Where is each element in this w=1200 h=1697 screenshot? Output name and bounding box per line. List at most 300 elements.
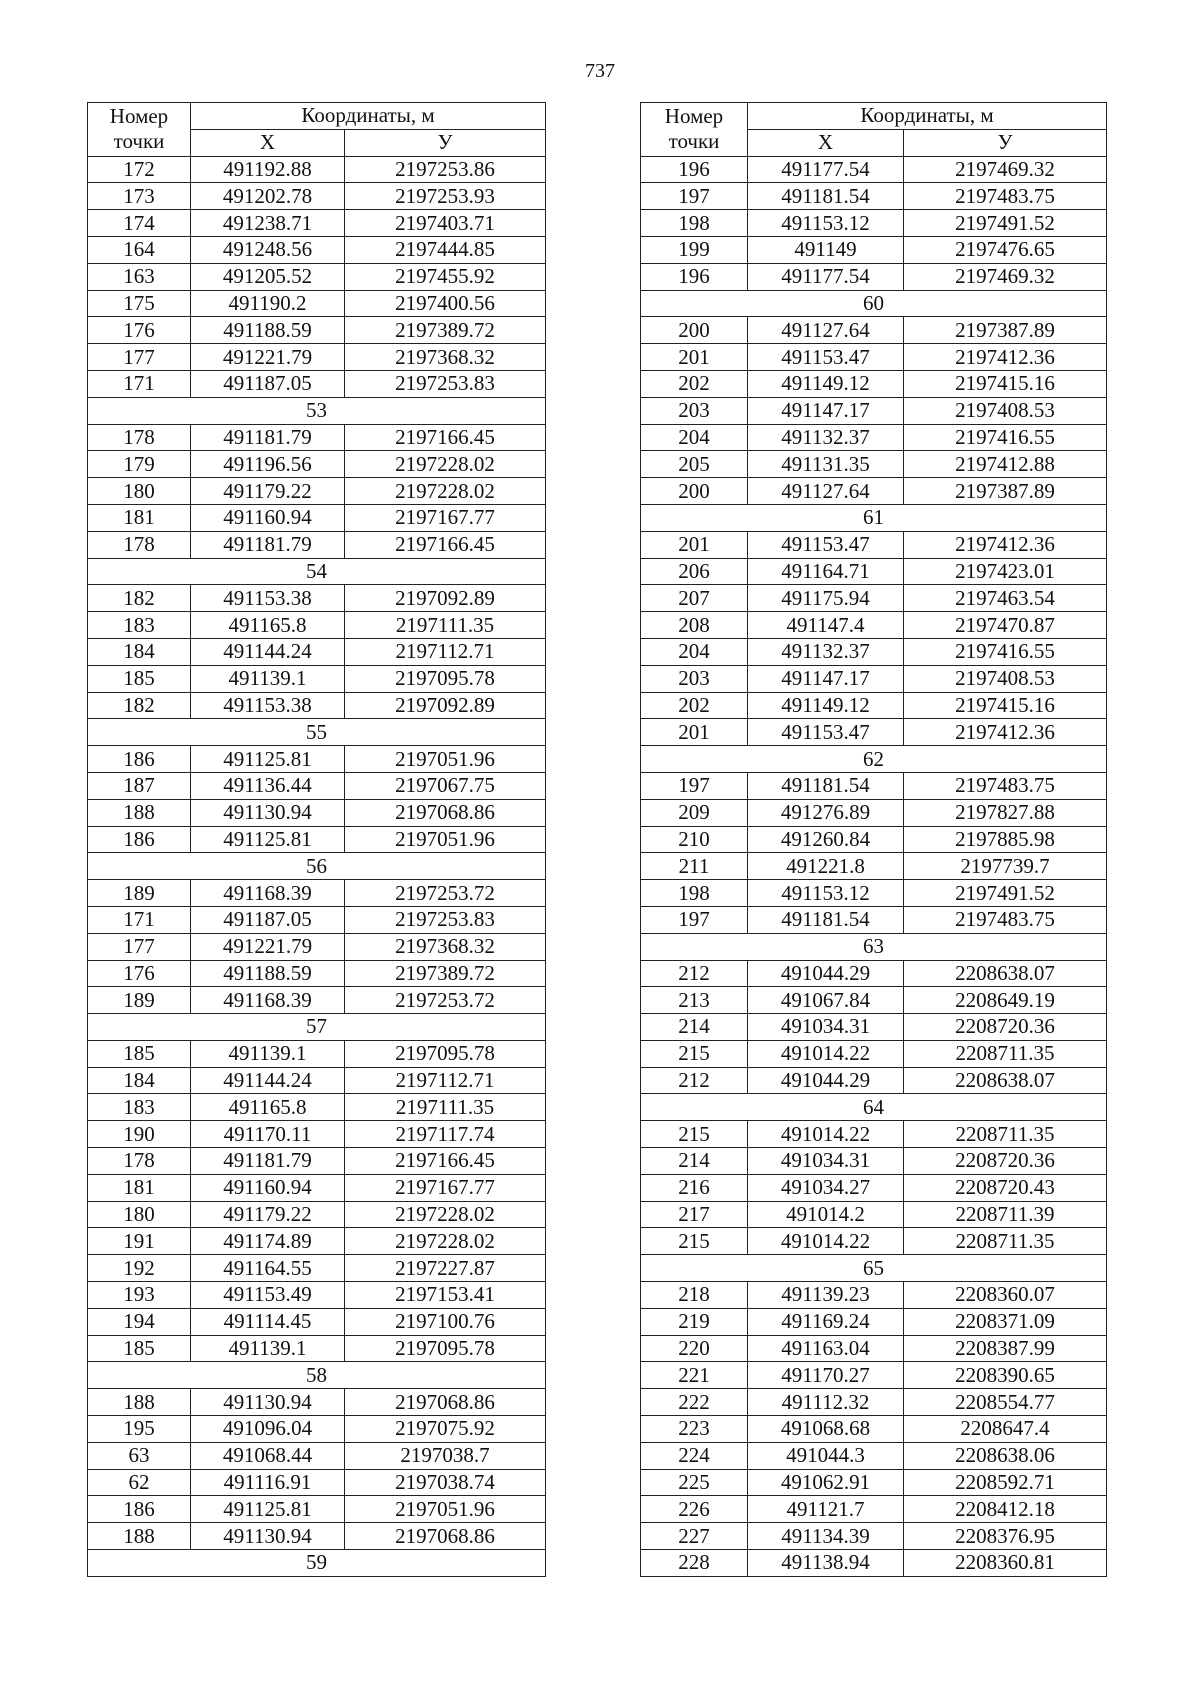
y-coordinate-cell: 2208412.18 xyxy=(904,1496,1107,1523)
y-coordinate-cell: 2208638.06 xyxy=(904,1442,1107,1469)
y-coordinate-cell: 2197075.92 xyxy=(345,1416,546,1443)
point-number-cell: 226 xyxy=(641,1496,748,1523)
parcel-number-row xyxy=(88,1014,546,1041)
parcel-number-row xyxy=(88,853,546,880)
coordinates-header: Координаты, м xyxy=(748,103,1107,130)
y-coordinate-cell: 2197483.75 xyxy=(904,183,1107,210)
point-number-cell: 198 xyxy=(641,880,748,907)
point-number-cell: 189 xyxy=(88,987,191,1014)
table-row xyxy=(641,424,1107,451)
y-coordinate-cell: 2197387.89 xyxy=(904,478,1107,505)
table-row xyxy=(641,1308,1107,1335)
parcel-number: 55 xyxy=(88,719,546,746)
table-row xyxy=(88,344,546,371)
x-coordinate-cell: 491139.1 xyxy=(191,665,345,692)
x-coordinate-cell: 491149.12 xyxy=(748,370,904,397)
table-row xyxy=(88,987,546,1014)
point-number-header-line2: точки xyxy=(668,129,720,154)
x-coordinate-cell: 491112.32 xyxy=(748,1389,904,1416)
y-coordinate-cell: 2197051.96 xyxy=(345,746,546,773)
y-coordinate-cell: 2197228.02 xyxy=(345,1228,546,1255)
point-number-cell: 215 xyxy=(641,1121,748,1148)
parcel-number-row xyxy=(641,290,1107,317)
y-coordinate-cell: 2208554.77 xyxy=(904,1389,1107,1416)
parcel-number: 65 xyxy=(641,1255,1107,1282)
y-coordinate-cell: 2197092.89 xyxy=(345,692,546,719)
y-coordinate-cell: 2197228.02 xyxy=(345,451,546,478)
parcel-number: 58 xyxy=(88,1362,546,1389)
x-coordinate-cell: 491153.12 xyxy=(748,880,904,907)
table-row xyxy=(88,1469,546,1496)
x-coordinate-cell: 491147.17 xyxy=(748,665,904,692)
x-coordinate-cell: 491044.29 xyxy=(748,1067,904,1094)
point-number-cell: 203 xyxy=(641,397,748,424)
table-row xyxy=(88,290,546,317)
point-number-cell: 194 xyxy=(88,1308,191,1335)
point-number-cell: 228 xyxy=(641,1550,748,1577)
point-number-cell: 213 xyxy=(641,987,748,1014)
x-coordinate-cell: 491044.29 xyxy=(748,960,904,987)
point-number-cell: 199 xyxy=(641,236,748,263)
y-coordinate-cell: 2197038.7 xyxy=(345,1442,546,1469)
y-coordinate-cell: 2208360.07 xyxy=(904,1282,1107,1309)
point-number-cell: 200 xyxy=(641,317,748,344)
y-coordinate-cell: 2197470.87 xyxy=(904,612,1107,639)
table-row xyxy=(641,987,1107,1014)
x-coordinate-cell: 491190.2 xyxy=(191,290,345,317)
table-row xyxy=(88,1442,546,1469)
x-coordinate-cell: 491179.22 xyxy=(191,478,345,505)
point-number-cell: 214 xyxy=(641,1148,748,1175)
parcel-number: 54 xyxy=(88,558,546,585)
x-coordinate-cell: 491131.35 xyxy=(748,451,904,478)
table-row xyxy=(641,397,1107,424)
x-coordinate-cell: 491177.54 xyxy=(748,263,904,290)
y-coordinate-cell: 2197068.86 xyxy=(345,1389,546,1416)
table-row xyxy=(88,478,546,505)
point-number-cell: 202 xyxy=(641,692,748,719)
y-coordinate-cell: 2197068.86 xyxy=(345,1523,546,1550)
x-coordinate-cell: 491134.39 xyxy=(748,1523,904,1550)
table-row xyxy=(641,317,1107,344)
point-number-cell: 223 xyxy=(641,1416,748,1443)
y-coordinate-cell: 2197228.02 xyxy=(345,478,546,505)
coordinates-header: Координаты, м xyxy=(191,103,546,130)
table-row xyxy=(88,906,546,933)
point-number-cell: 217 xyxy=(641,1201,748,1228)
x-coordinate-cell: 491160.94 xyxy=(191,1174,345,1201)
table-row xyxy=(641,558,1107,585)
table-row xyxy=(88,1201,546,1228)
table-row xyxy=(88,1282,546,1309)
x-coordinate-cell: 491044.3 xyxy=(748,1442,904,1469)
point-number-cell: 181 xyxy=(88,1174,191,1201)
y-coordinate-cell: 2197112.71 xyxy=(345,1067,546,1094)
point-number-cell: 175 xyxy=(88,290,191,317)
point-number-cell: 62 xyxy=(88,1469,191,1496)
y-coordinate-cell: 2197389.72 xyxy=(345,960,546,987)
table-row xyxy=(641,665,1107,692)
parcel-number-row xyxy=(641,1255,1107,1282)
point-number-cell: 201 xyxy=(641,719,748,746)
y-coordinate-cell: 2197368.32 xyxy=(345,344,546,371)
y-coordinate-cell: 2197167.77 xyxy=(345,1174,546,1201)
point-number-cell: 180 xyxy=(88,478,191,505)
parcel-number-row xyxy=(88,719,546,746)
y-coordinate-cell: 2197491.52 xyxy=(904,210,1107,237)
x-coordinate-cell: 491116.91 xyxy=(191,1469,345,1496)
table-row xyxy=(641,772,1107,799)
x-coordinate-cell: 491169.24 xyxy=(748,1308,904,1335)
x-coordinate-cell: 491130.94 xyxy=(191,1523,345,1550)
x-coordinate-cell: 491202.78 xyxy=(191,183,345,210)
y-coordinate-cell: 2197463.54 xyxy=(904,585,1107,612)
point-number-cell: 201 xyxy=(641,344,748,371)
point-number-cell: 185 xyxy=(88,1335,191,1362)
x-coordinate-cell: 491276.89 xyxy=(748,799,904,826)
point-number-cell: 187 xyxy=(88,772,191,799)
y-coordinate-cell: 2208711.39 xyxy=(904,1201,1107,1228)
point-number-cell: 227 xyxy=(641,1523,748,1550)
x-coordinate-cell: 491014.22 xyxy=(748,1121,904,1148)
x-coordinate-cell: 491068.68 xyxy=(748,1416,904,1443)
point-number-cell: 188 xyxy=(88,1389,191,1416)
point-number-cell: 215 xyxy=(641,1040,748,1067)
y-coordinate-cell: 2197167.77 xyxy=(345,504,546,531)
table-row xyxy=(641,344,1107,371)
table-body-left xyxy=(88,156,546,1576)
x-coordinate-cell: 491188.59 xyxy=(191,960,345,987)
x-coordinate-cell: 491138.94 xyxy=(748,1550,904,1577)
y-coordinate-cell: 2197476.65 xyxy=(904,236,1107,263)
x-coordinate-cell: 491165.8 xyxy=(191,1094,345,1121)
x-coordinate-cell: 491179.22 xyxy=(191,1201,345,1228)
point-number-cell: 225 xyxy=(641,1469,748,1496)
point-number-cell: 197 xyxy=(641,183,748,210)
y-coordinate-cell: 2197228.02 xyxy=(345,1201,546,1228)
x-coordinate-cell: 491147.4 xyxy=(748,612,904,639)
point-number-cell: 182 xyxy=(88,692,191,719)
x-coordinate-cell: 491014.2 xyxy=(748,1201,904,1228)
x-coordinate-cell: 491221.79 xyxy=(191,933,345,960)
y-coordinate-cell: 2208720.36 xyxy=(904,1014,1107,1041)
table-row xyxy=(641,1014,1107,1041)
y-coordinate-cell: 2208390.65 xyxy=(904,1362,1107,1389)
y-coordinate-cell: 2197400.56 xyxy=(345,290,546,317)
table-row xyxy=(641,960,1107,987)
table-row xyxy=(88,1523,546,1550)
y-coordinate-cell: 2197416.55 xyxy=(904,638,1107,665)
x-coordinate-cell: 491205.52 xyxy=(191,263,345,290)
point-number-cell: 210 xyxy=(641,826,748,853)
table-row xyxy=(641,156,1107,183)
table-row xyxy=(88,1335,546,1362)
point-number-cell: 185 xyxy=(88,1040,191,1067)
y-coordinate-cell: 2208720.36 xyxy=(904,1148,1107,1175)
point-number-cell: 171 xyxy=(88,370,191,397)
x-column-header: Х xyxy=(748,129,904,156)
point-number-cell: 197 xyxy=(641,906,748,933)
y-coordinate-cell: 2197166.45 xyxy=(345,531,546,558)
table-row xyxy=(641,1148,1107,1175)
x-coordinate-cell: 491068.44 xyxy=(191,1442,345,1469)
point-number-header-line1: Номер xyxy=(109,104,169,129)
table-row xyxy=(88,1255,546,1282)
y-coordinate-cell: 2197423.01 xyxy=(904,558,1107,585)
y-coordinate-cell: 2197112.71 xyxy=(345,638,546,665)
x-column-header: Х xyxy=(191,129,345,156)
x-coordinate-cell: 491238.71 xyxy=(191,210,345,237)
table-row xyxy=(641,1389,1107,1416)
y-coordinate-cell: 2197100.76 xyxy=(345,1308,546,1335)
table-row xyxy=(641,1282,1107,1309)
table-row xyxy=(88,1389,546,1416)
x-coordinate-cell: 491153.38 xyxy=(191,692,345,719)
x-coordinate-cell: 491114.45 xyxy=(191,1308,345,1335)
y-coordinate-cell: 2197068.86 xyxy=(345,799,546,826)
x-coordinate-cell: 491121.7 xyxy=(748,1496,904,1523)
x-coordinate-cell: 491260.84 xyxy=(748,826,904,853)
table-row xyxy=(88,665,546,692)
y-coordinate-cell: 2197095.78 xyxy=(345,1040,546,1067)
table-row xyxy=(641,1121,1107,1148)
x-coordinate-cell: 491144.24 xyxy=(191,1067,345,1094)
table-row xyxy=(88,370,546,397)
x-coordinate-cell: 491034.31 xyxy=(748,1148,904,1175)
point-number-header-line1: Номер xyxy=(664,104,724,129)
table-row xyxy=(88,263,546,290)
y-coordinate-cell: 2197403.71 xyxy=(345,210,546,237)
table-row xyxy=(641,1442,1107,1469)
table-row xyxy=(88,772,546,799)
y-coordinate-cell: 2197051.96 xyxy=(345,1496,546,1523)
y-column-header: У xyxy=(345,129,546,156)
table-row xyxy=(88,826,546,853)
parcel-number-row xyxy=(88,558,546,585)
x-coordinate-cell: 491034.27 xyxy=(748,1174,904,1201)
y-coordinate-cell: 2197412.36 xyxy=(904,719,1107,746)
table-row xyxy=(641,451,1107,478)
x-coordinate-cell: 491177.54 xyxy=(748,156,904,183)
parcel-number-row xyxy=(641,1094,1107,1121)
y-coordinate-cell: 2197111.35 xyxy=(345,1094,546,1121)
table-row xyxy=(88,638,546,665)
y-coordinate-cell: 2197051.96 xyxy=(345,826,546,853)
y-coordinate-cell: 2208376.95 xyxy=(904,1523,1107,1550)
x-coordinate-cell: 491181.54 xyxy=(748,772,904,799)
x-coordinate-cell: 491170.11 xyxy=(191,1121,345,1148)
table-row xyxy=(88,1308,546,1335)
point-number-cell: 176 xyxy=(88,317,191,344)
table-row xyxy=(88,1148,546,1175)
x-coordinate-cell: 491149 xyxy=(748,236,904,263)
x-coordinate-cell: 491181.54 xyxy=(748,906,904,933)
x-coordinate-cell: 491014.22 xyxy=(748,1040,904,1067)
x-coordinate-cell: 491181.79 xyxy=(191,531,345,558)
x-coordinate-cell: 491130.94 xyxy=(191,799,345,826)
x-coordinate-cell: 491168.39 xyxy=(191,987,345,1014)
point-number-cell: 214 xyxy=(641,1014,748,1041)
table-row xyxy=(641,531,1107,558)
table-row xyxy=(641,1550,1107,1577)
table-row xyxy=(641,1067,1107,1094)
y-coordinate-cell: 2197038.74 xyxy=(345,1469,546,1496)
y-coordinate-cell: 2197095.78 xyxy=(345,1335,546,1362)
table-row xyxy=(641,1523,1107,1550)
point-number-cell: 205 xyxy=(641,451,748,478)
point-number-cell: 183 xyxy=(88,612,191,639)
y-coordinate-cell: 2208647.4 xyxy=(904,1416,1107,1443)
x-coordinate-cell: 491174.89 xyxy=(191,1228,345,1255)
x-coordinate-cell: 491153.12 xyxy=(748,210,904,237)
x-coordinate-cell: 491163.04 xyxy=(748,1335,904,1362)
table-row xyxy=(641,1496,1107,1523)
point-number-cell: 219 xyxy=(641,1308,748,1335)
y-coordinate-cell: 2197092.89 xyxy=(345,585,546,612)
table-row xyxy=(641,853,1107,880)
point-number-cell: 163 xyxy=(88,263,191,290)
point-number-cell: 177 xyxy=(88,933,191,960)
x-coordinate-cell: 491127.64 xyxy=(748,478,904,505)
y-coordinate-cell: 2197412.36 xyxy=(904,344,1107,371)
point-number-cell: 212 xyxy=(641,960,748,987)
table-row xyxy=(88,210,546,237)
x-coordinate-cell: 491196.56 xyxy=(191,451,345,478)
point-number-cell: 203 xyxy=(641,665,748,692)
x-coordinate-cell: 491067.84 xyxy=(748,987,904,1014)
y-coordinate-cell: 2197483.75 xyxy=(904,906,1107,933)
table-row xyxy=(88,1094,546,1121)
point-number-cell: 179 xyxy=(88,451,191,478)
point-number-cell: 177 xyxy=(88,344,191,371)
table-row xyxy=(88,317,546,344)
y-coordinate-cell: 2197739.7 xyxy=(904,853,1107,880)
point-number-cell: 171 xyxy=(88,906,191,933)
x-coordinate-cell: 491175.94 xyxy=(748,585,904,612)
table-row xyxy=(641,1040,1107,1067)
point-number-cell: 184 xyxy=(88,1067,191,1094)
y-coordinate-cell: 2197416.55 xyxy=(904,424,1107,451)
y-coordinate-cell: 2197412.36 xyxy=(904,531,1107,558)
point-number-cell: 186 xyxy=(88,826,191,853)
y-coordinate-cell: 2197253.83 xyxy=(345,370,546,397)
point-number-cell: 192 xyxy=(88,1255,191,1282)
point-number-cell: 202 xyxy=(641,370,748,397)
x-coordinate-cell: 491139.1 xyxy=(191,1040,345,1067)
y-coordinate-cell: 2208360.81 xyxy=(904,1550,1107,1577)
y-coordinate-cell: 2208387.99 xyxy=(904,1335,1107,1362)
table-row xyxy=(641,1174,1107,1201)
x-coordinate-cell: 491153.47 xyxy=(748,344,904,371)
parcel-number: 60 xyxy=(641,290,1107,317)
table-row xyxy=(88,880,546,907)
point-number-cell: 218 xyxy=(641,1282,748,1309)
parcel-number-row xyxy=(641,504,1107,531)
y-coordinate-cell: 2197117.74 xyxy=(345,1121,546,1148)
point-number-cell: 180 xyxy=(88,1201,191,1228)
x-coordinate-cell: 491014.22 xyxy=(748,1228,904,1255)
x-coordinate-cell: 491165.8 xyxy=(191,612,345,639)
parcel-number: 56 xyxy=(88,853,546,880)
point-number-cell: 181 xyxy=(88,504,191,531)
y-coordinate-cell: 2197483.75 xyxy=(904,772,1107,799)
x-coordinate-cell: 491136.44 xyxy=(191,772,345,799)
table-row xyxy=(88,933,546,960)
table-row xyxy=(641,692,1107,719)
y-coordinate-cell: 2208371.09 xyxy=(904,1308,1107,1335)
y-coordinate-cell: 2197095.78 xyxy=(345,665,546,692)
table-row xyxy=(88,451,546,478)
x-coordinate-cell: 491153.38 xyxy=(191,585,345,612)
x-coordinate-cell: 491187.05 xyxy=(191,370,345,397)
y-coordinate-cell: 2197253.72 xyxy=(345,880,546,907)
point-number-cell: 178 xyxy=(88,1148,191,1175)
point-number-cell: 186 xyxy=(88,1496,191,1523)
x-coordinate-cell: 491125.81 xyxy=(191,826,345,853)
y-coordinate-cell: 2197166.45 xyxy=(345,424,546,451)
x-coordinate-cell: 491168.39 xyxy=(191,880,345,907)
x-coordinate-cell: 491149.12 xyxy=(748,692,904,719)
table-row xyxy=(641,183,1107,210)
x-coordinate-cell: 491153.47 xyxy=(748,531,904,558)
point-number-cell: 195 xyxy=(88,1416,191,1443)
y-coordinate-cell: 2197415.16 xyxy=(904,370,1107,397)
y-coordinate-cell: 2208711.35 xyxy=(904,1228,1107,1255)
table-row xyxy=(641,612,1107,639)
y-coordinate-cell: 2197227.87 xyxy=(345,1255,546,1282)
parcel-number-row xyxy=(641,746,1107,773)
table-row xyxy=(88,746,546,773)
x-coordinate-cell: 491127.64 xyxy=(748,317,904,344)
x-coordinate-cell: 491153.49 xyxy=(191,1282,345,1309)
x-coordinate-cell: 491181.79 xyxy=(191,424,345,451)
parcel-number: 57 xyxy=(88,1014,546,1041)
y-coordinate-cell: 2208711.35 xyxy=(904,1040,1107,1067)
parcel-number: 61 xyxy=(641,504,1107,531)
point-number-cell: 196 xyxy=(641,156,748,183)
y-coordinate-cell: 2208592.71 xyxy=(904,1469,1107,1496)
parcel-number: 62 xyxy=(641,746,1107,773)
parcel-number: 64 xyxy=(641,1094,1107,1121)
point-number-cell: 189 xyxy=(88,880,191,907)
point-number-cell: 209 xyxy=(641,799,748,826)
point-number-cell: 173 xyxy=(88,183,191,210)
table-body-right xyxy=(641,156,1107,1576)
point-number-cell: 196 xyxy=(641,263,748,290)
point-number-header xyxy=(88,103,191,157)
point-number-cell: 164 xyxy=(88,236,191,263)
parcel-number-row xyxy=(641,933,1107,960)
x-coordinate-cell: 491181.54 xyxy=(748,183,904,210)
point-number-cell: 211 xyxy=(641,853,748,880)
x-coordinate-cell: 491188.59 xyxy=(191,317,345,344)
point-number-header-line2: точки xyxy=(113,129,165,154)
y-coordinate-cell: 2197253.86 xyxy=(345,156,546,183)
point-number-cell: 191 xyxy=(88,1228,191,1255)
x-coordinate-cell: 491139.1 xyxy=(191,1335,345,1362)
table-row xyxy=(88,504,546,531)
x-coordinate-cell: 491221.8 xyxy=(748,853,904,880)
y-coordinate-cell: 2197067.75 xyxy=(345,772,546,799)
point-number-cell: 212 xyxy=(641,1067,748,1094)
y-coordinate-cell: 2208711.35 xyxy=(904,1121,1107,1148)
table-row xyxy=(88,236,546,263)
y-coordinate-cell: 2197412.88 xyxy=(904,451,1107,478)
table-row xyxy=(88,531,546,558)
y-coordinate-cell: 2208720.43 xyxy=(904,1174,1107,1201)
y-coordinate-cell: 2197387.89 xyxy=(904,317,1107,344)
table-row xyxy=(641,236,1107,263)
